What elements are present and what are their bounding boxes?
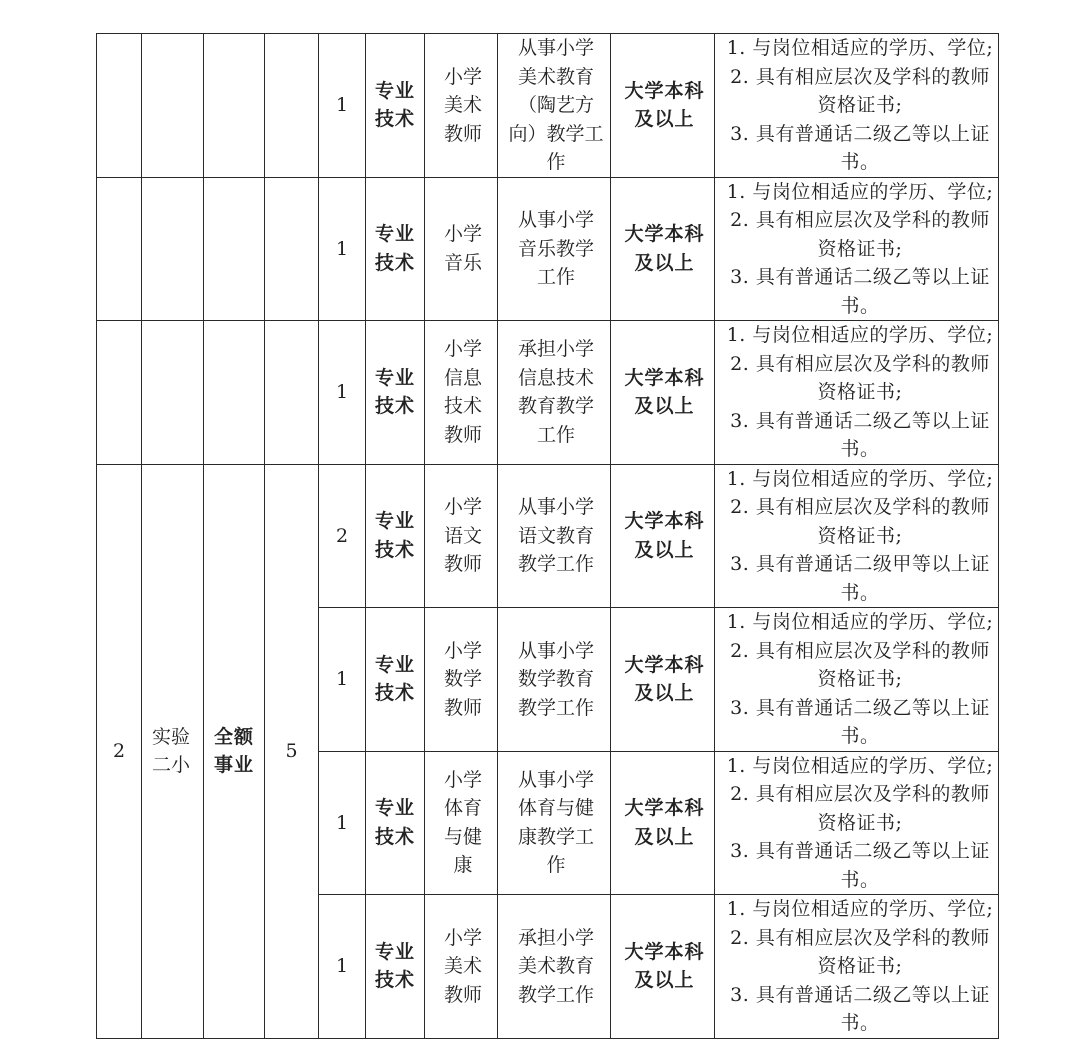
cell-position: 小学 语文 教师 — [425, 464, 498, 608]
cell-unit-total-empty — [265, 321, 319, 465]
cell-unit-total-empty — [265, 177, 319, 321]
cell-position: 小学 美术 教师 — [425, 34, 498, 178]
cell-requirements: 1. 与岗位相适应的学历、学位; 2. 具有相应层次及学科的教师 资格证书; 3. 具有普通话二级乙等以上证 书。 — [715, 321, 999, 465]
cell-education: 大学本科 及以上 — [611, 464, 715, 608]
cell-seq-empty — [97, 34, 142, 178]
cell-unit-type-empty — [204, 177, 265, 321]
cell-duty: 从事小学 数学教育 教学工作 — [498, 608, 611, 752]
cell-requirements: 1. 与岗位相适应的学历、学位; 2. 具有相应层次及学科的教师 资格证书; 3. 具有普通话二级甲等以上证 书。 — [715, 464, 999, 608]
cell-unit-total: 5 — [265, 464, 319, 1038]
cell-count: 1 — [319, 608, 366, 752]
cell-count: 1 — [319, 177, 366, 321]
cell-count: 2 — [319, 464, 366, 608]
cell-duty: 从事小学 音乐教学 工作 — [498, 177, 611, 321]
cell-count: 1 — [319, 895, 366, 1039]
cell-requirements: 1. 与岗位相适应的学历、学位; 2. 具有相应层次及学科的教师 资格证书; 3. 具有普通话二级乙等以上证 书。 — [715, 608, 999, 752]
cell-position: 小学 体育 与健 康 — [425, 751, 498, 895]
cell-seq-empty — [97, 321, 142, 465]
cell-unit-type-empty — [204, 34, 265, 178]
cell-seq: 2 — [97, 464, 142, 1038]
cell-unit-type-empty — [204, 321, 265, 465]
cell-position: 小学 美术 教师 — [425, 895, 498, 1039]
table-row — [97, 34, 999, 178]
recruitment-table — [96, 33, 999, 1039]
cell-category: 专业 技术 — [366, 464, 425, 608]
cell-unit-name: 实验 二小 — [142, 464, 204, 1038]
cell-count: 1 — [319, 321, 366, 465]
cell-category: 专业 技术 — [366, 34, 425, 178]
cell-category: 专业 技术 — [366, 751, 425, 895]
cell-duty: 承担小学 信息技术 教育教学 工作 — [498, 321, 611, 465]
cell-duty: 承担小学 美术教育 教学工作 — [498, 895, 611, 1039]
cell-position: 小学 信息 技术 教师 — [425, 321, 498, 465]
cell-seq-empty — [97, 177, 142, 321]
cell-position: 小学 音乐 — [425, 177, 498, 321]
table-row — [97, 321, 999, 465]
cell-unit-name-empty — [142, 177, 204, 321]
cell-unit-total-empty — [265, 34, 319, 178]
cell-education: 大学本科 及以上 — [611, 608, 715, 752]
cell-requirements: 1. 与岗位相适应的学历、学位; 2. 具有相应层次及学科的教师 资格证书; 3. 具有普通话二级乙等以上证 书。 — [715, 177, 999, 321]
cell-unit-name-empty — [142, 34, 204, 178]
cell-education: 大学本科 及以上 — [611, 895, 715, 1039]
cell-duty: 从事小学 体育与健 康教学工 作 — [498, 751, 611, 895]
cell-requirements: 1. 与岗位相适应的学历、学位; 2. 具有相应层次及学科的教师 资格证书; 3. 具有普通话二级乙等以上证 书。 — [715, 34, 999, 178]
cell-unit-type: 全额 事业 — [204, 464, 265, 1038]
cell-category: 专业 技术 — [366, 608, 425, 752]
table-row — [97, 464, 999, 608]
cell-category: 专业 技术 — [366, 177, 425, 321]
cell-count: 1 — [319, 34, 366, 178]
table-body — [97, 34, 999, 1039]
cell-requirements: 1. 与岗位相适应的学历、学位; 2. 具有相应层次及学科的教师 资格证书; 3. 具有普通话二级乙等以上证 书。 — [715, 895, 999, 1039]
cell-education: 大学本科 及以上 — [611, 321, 715, 465]
cell-requirements: 1. 与岗位相适应的学历、学位; 2. 具有相应层次及学科的教师 资格证书; 3. 具有普通话二级乙等以上证 书。 — [715, 751, 999, 895]
cell-category: 专业 技术 — [366, 895, 425, 1039]
cell-duty: 从事小学 语文教育 教学工作 — [498, 464, 611, 608]
cell-category: 专业 技术 — [366, 321, 425, 465]
table-row — [97, 177, 999, 321]
cell-education: 大学本科 及以上 — [611, 34, 715, 178]
cell-duty: 从事小学 美术教育 （陶艺方 向）教学工 作 — [498, 34, 611, 178]
cell-education: 大学本科 及以上 — [611, 751, 715, 895]
cell-position: 小学 数学 教师 — [425, 608, 498, 752]
cell-count: 1 — [319, 751, 366, 895]
cell-unit-name-empty — [142, 321, 204, 465]
cell-education: 大学本科 及以上 — [611, 177, 715, 321]
